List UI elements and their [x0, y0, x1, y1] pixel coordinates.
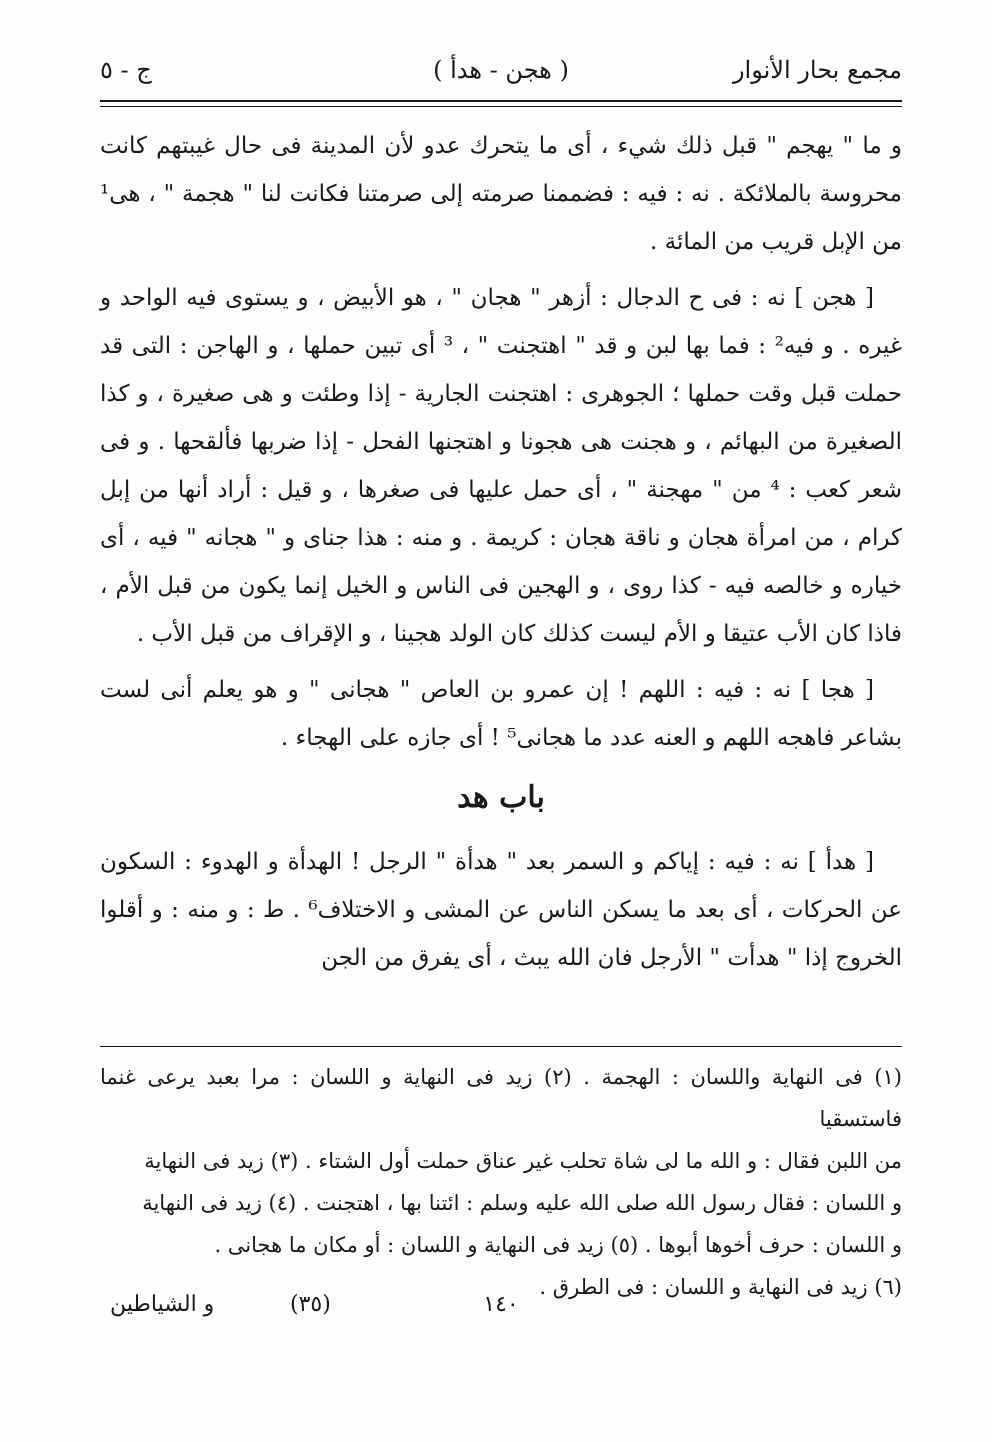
footnote-line: من اللبن فقال : و الله ما لى شاة تحلب غير عناق حملت أول الشتاء . (٣) زيد فى النهاية — [144, 1149, 902, 1173]
page-footer — [100, 1290, 902, 1330]
footnote-line: و اللسان : فقال رسول الله صلى الله عليه وسلم : ائتنا بها ، اهتجنت . (٤) زيد فى النهاية — [142, 1191, 902, 1215]
footnotes — [100, 1056, 902, 1308]
section-title: باب هد — [457, 780, 545, 815]
header-rule-thin — [100, 106, 902, 107]
page-number: ١٤٠ — [483, 1292, 519, 1317]
page-header — [100, 52, 902, 92]
book-title: مجمع بحار الأنوار — [732, 56, 902, 84]
footnote-line: (١) فى النهاية واللسان : الهجمة . (٢) زيد فى النهاية و اللسان : مرا بعبد يرعى غنما فاستسقيا — [100, 1065, 902, 1131]
volume-label: ج - ٥ — [100, 56, 152, 84]
catchword: و الشياطين — [110, 1292, 215, 1317]
entry-range: ( هجن - هدأ ) — [433, 56, 569, 84]
header-rule — [100, 100, 902, 102]
paragraph-hajn: [ هجن ] نه : فى ح الدجال : أزهر " هجان " ، هو الأبيض ، و يستوى فيه الواحد و غيره . و فيه² : فما بها لبن و قد " اهتجنت " ، ³ أى تبين حملها ، و الهاجن : التى قد حملت قبل وقت حملها ؛ الجوهرى : اهتجنت الجارية - إذا وطئت و هى صغيرة ، و كذا الصغيرة من البهائم ، و هجنت هى هجونا و اهتجنها الفحل - إذا ضربها فألقحها . و فى شعر كعب : ⁴ من " مهجنة " ، أى حمل عليها فى صغرها ، و قيل : أراد أنها من إبل كرام ، من امرأة هجان و ناقة هجان : كريمة . و منه : هذا جناى و " هجانه " فيه ، أى خياره و خالصه فيه - كذا روى ، و الهجين فى الناس و الخيل إنما يكون من قبل الأم ، فاذا كان الأب عتيقا و الأم ليست كذلك كان الولد هجينا ، و الإقراف من قبل الأب . — [100, 285, 903, 647]
paragraph-hajm: و ما " يهجم " قبل ذلك شيء ، أى ما يتحرك عدو لأن المدينة فى حال غيبتهم كانت محروسة بالملائكة . نه : فيه : فضممنا صرمته إلى صرمتنا فكانت لنا " هجمة " ، هى¹ من الإبل قريب من المائة . — [100, 133, 902, 255]
paragraph-haja: [ هجا ] نه : فيه : اللهم ! إن عمرو بن العاص " هجانى " و هو يعلم أنى لست بشاعر فاهجه اللهم و العنه عدد ما هجانى⁵ ! أى جازه على الهجاء . — [100, 677, 902, 751]
main-text — [100, 122, 902, 990]
footnote-line: (٦) زيد فى النهاية و اللسان : فى الطرق . — [539, 1275, 902, 1299]
footnote-line: و اللسان : حرف أخوها أبوها . (٥) زيد فى النهاية و اللسان : أو مكان ما هجانى . — [214, 1233, 902, 1257]
signature-mark: (٣٥) — [290, 1292, 331, 1317]
paragraph-hada: [ هدأ ] نه : فيه : إياكم و السمر بعد " هدأة " الرجل ! الهدأة و الهدوء : السكون عن الحركات ، أى بعد ما يسكن الناس عن المشى و الاختلاف⁶ . ط : و منه : و أقلوا الخروج إذا " هدأت " الأرجل فان الله يبث ، أى يفرق من الجن — [100, 849, 902, 971]
footnote-rule — [100, 1046, 902, 1047]
